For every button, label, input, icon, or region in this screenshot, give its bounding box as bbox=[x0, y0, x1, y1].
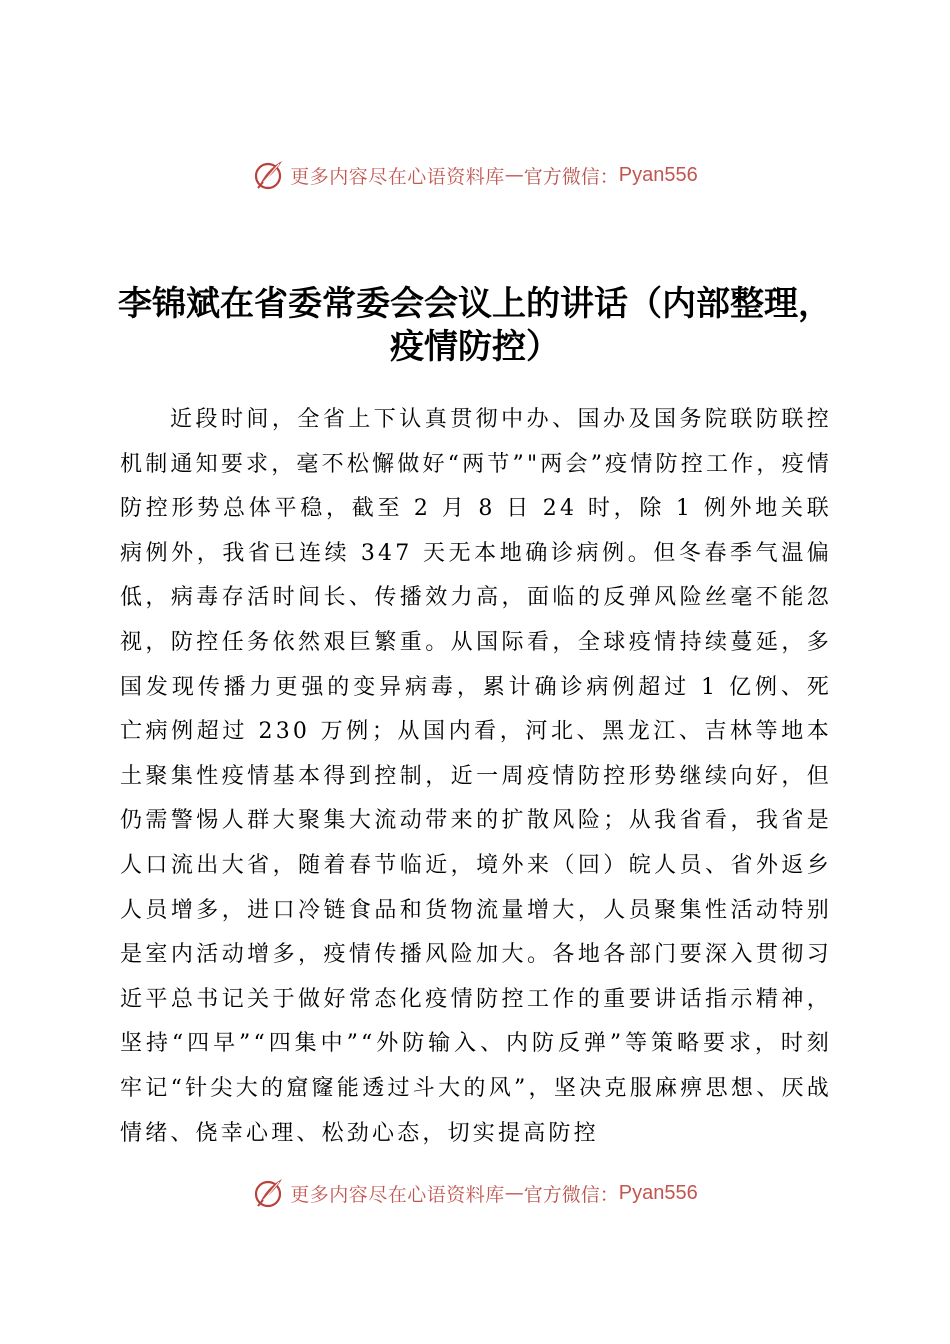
feather-pen-logo-icon bbox=[252, 1176, 286, 1210]
banner-dash: — bbox=[504, 1182, 524, 1204]
feather-pen-logo-icon bbox=[252, 158, 286, 192]
banner-wechat-label: 官方微信： bbox=[523, 165, 619, 188]
footer-banner bbox=[0, 1173, 950, 1213]
header-banner bbox=[0, 155, 950, 195]
banner-main-text: 更多内容尽在心语资料库 bbox=[290, 165, 505, 188]
banner-wechat-id: Pyan556 bbox=[618, 163, 698, 186]
body-paragraph: 近段时间，全省上下认真贯彻中办、国办及国务院联防联控机制通知要求，毫不松懈做好“两节”"两会”疫情防控工作，疫情防控形势总体平稳，截至 2 月 8 日 24 时，除 1 例外地关联病例外，我省已连续 347 天无本地确诊病例。但冬春季气温偏低，病毒存活时间长、传播效力高，面临的反弹风险丝毫不能忽视，防控任务依然艰巨繁重。从国际看，全球疫情持续蔓延，多国发现传播力更强的变异病毒，累计确诊病例超过 1 亿例、死亡病例超过 230 万例；从国内看，河北、黑龙江、吉林等地本土聚集性疫情基本得到控制，近一周疫情防控形势继续向好，但仍需警惕人群大聚集大流动带来的扩散风险；从我省看，我省是人口流出大省，随着春节临近，境外来（回）皖人员、省外返乡人员增多，进口冷链食品和货物流量增大，人员聚集性活动特别是室内活动增多，疫情传播风险加大。各地各部门要深入贯彻习近平总书记关于做好常态化疫情防控工作的重要讲话指示精神，坚持“四早”“四集中”“外防输入、内防反弹”等策略要求，时刻牢记“针尖大的窟窿能透过斗大的风”，坚决克服麻痹思想、厌战情绪、侥幸心理、松劲心态，切实提高防控 bbox=[120, 407, 832, 1146]
document-title: 李锦斌在省委常委会会议上的讲话（内部整理，疫情防控） bbox=[118, 284, 832, 367]
banner-dash: — bbox=[504, 164, 524, 186]
banner-main-text: 更多内容尽在心语资料库 bbox=[290, 1183, 505, 1206]
banner-wechat-label: 官方微信： bbox=[523, 1183, 619, 1206]
banner-wechat-id: Pyan556 bbox=[618, 1181, 698, 1204]
